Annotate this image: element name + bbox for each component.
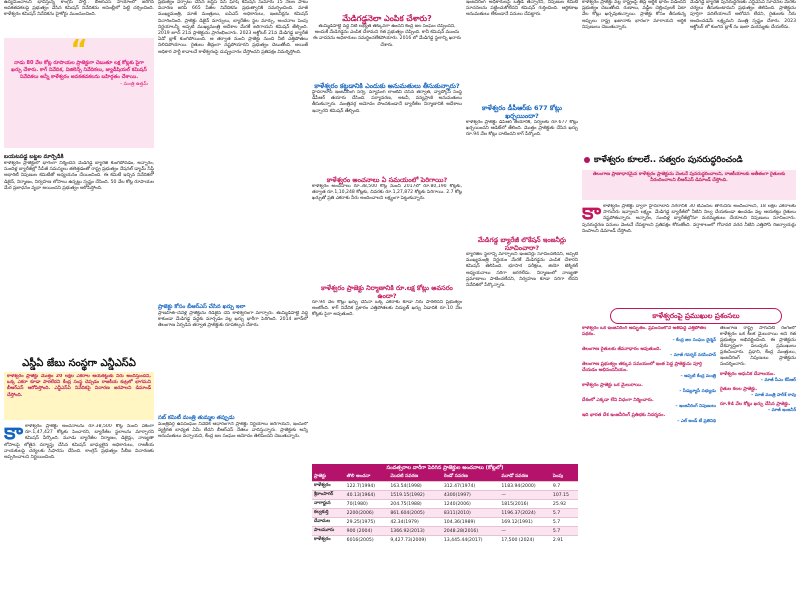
table-cell: 17,500 (2024): [499, 536, 551, 545]
quote-box: [4, 38, 154, 148]
box4-body: రూ.94 వేల కోట్లు ఖర్చు చేసినా ఒక్క ఎకరాకు కూడా నీరు పారలేదని ప్రభుత్వం అంటోంది. కాగ్ నివేదిక ప్రకారం ఎత్తిపోతలకు విద్యుత్ ఖర్చు ఏడాదికి రూ.10 వేల కోట్లకు పైగా అవుతుంది.: [312, 300, 462, 318]
box1-body: తుమ్మిడిహెట్టి వద్ద నీటి లభ్యత తక్కువగా ఉందని కేంద్ర జల సంఘం చెప్పిందని, అందుకే మేడిగడ్డను ఎంపిక చేశామని గత ప్రభుత్వం చెప్పింది. కానీ కమిషన్ ముందు ఈ వాదనను అధికారులు సమర్థించలేకపోయారు. 2016 లో మేడిగడ్డ స్థలాన్ని ఖరారు చేశారు.: [312, 24, 462, 48]
column-2: [158, 0, 308, 604]
banner-body-text: కాళేశ్వరం ప్రాజెక్టు ద్వారా హైదరాబాద్ నగరానికి 30 టీఎంసీల తాగునీరు అందించాలని, 18 లక్షల ఎకరాలకు సాగునీరు ఇవ్వాలని లక్ష్యం. మేడిగడ్డ బ్యారేజీలో నీటిని నిల్వ చేయకుండా ఉంచడం వల్ల ఆయకట్టు రైతులు నష్టపోతున్నారు. అన్నారం, సుందిళ్ల బ్యారేజీల్లోనూ మరమ్మతులు చేయాలని నిపుణులు సూచించారు. పునరుద్ధరణ పనులు వెంటనే చేపట్టాలని ప్రతిపక్షం కోరుతోంది. వర్షాకాలంలో గోదావరి వరద నీటిని ఎత్తిపోసి రిజర్వాయర్లు నింపాలని డిమాండ్ చేస్తోంది.: [582, 204, 796, 234]
table-cell: 169.12(1991): [499, 518, 551, 527]
col1-headline-box-text: కాళేశ్వరం ప్రాజెక్టు మొత్తం 20 లక్షల ఎకరాల ఆయకట్టుకు నీరు అందిస్తుందని, ఒక్క ఎకరా కూడా పారలేదని కేంద్ర సంస్థ చెప్పడం రాజకీయ కుట్రలో భాగమని బీఆర్ఎస్ ఆరోపిస్తోంది. ఎన్డీఎస్ఏ నివేదికపై విచారణ జరపాలని డిమాండ్ చేస్తోంది.: [7, 374, 151, 398]
bullet-icon: [584, 157, 590, 163]
table-cell: 6016(2005): [345, 536, 389, 545]
th-rev3: మూడో సవరణ: [499, 473, 551, 482]
quote-text: నాడు 80 వేల కోట్ల రూపాయల ప్రాజెక్టుగా చెబుతూ లక్ష కోట్లకు పైగా ఖర్చు చేశారు. కాగ్ నివేదిక, విజిలెన్స్ నివేదికలు, జ్యుడీషియల్ కమిషన్ నివేదికలు అన్నీ కాళేశ్వరం అవకతవకలను బహిర్గతం చేశాయి.: [11, 60, 147, 80]
praise-quote: కాళేశ్వరం ప్రాజెక్టు ఒక మైలురాయి.: [582, 383, 643, 388]
column-5-right: [690, 0, 796, 150]
table-cell: 13,445.44(2017): [442, 536, 499, 545]
praise-quote: దేశంలో ఎక్కడా లేని విధంగా నిర్మించారు.: [582, 398, 654, 403]
th-rev2: రెండో సవరణ: [442, 473, 499, 482]
table-cell: 25.92: [551, 500, 578, 509]
praise-quote: ఇది భారత దేశ ఇంజనీరింగ్ ప్రతిభకు నిదర్శనం.: [582, 413, 666, 418]
praise-author: – మాజీ మంత్రి హరీశ్ రావు: [751, 393, 796, 398]
table-cell: 40.13(1964): [345, 491, 389, 500]
quote-mark-icon: “: [70, 38, 88, 65]
list-item: [582, 347, 716, 359]
praise-author: – మాజీ ఇంజనీర్: [767, 408, 796, 413]
banner-pink-box: [582, 170, 796, 200]
praise-author: – మాజీ సీఎం కేసీఆర్: [760, 378, 796, 383]
list-item: [582, 398, 716, 410]
table-cell: 4300(1997): [442, 491, 499, 500]
table-cell: 2048.28(2016): [442, 527, 499, 536]
table-cell: శ్రీరాంసాగర్: [312, 491, 345, 500]
table-cell: 9.7: [551, 482, 578, 491]
praise-title: కాళేశ్వరంపై ప్రముఖుల ప్రశంసలు: [652, 312, 740, 320]
banner-title: కాళేశ్వరం కూలలే.. సత్వరం పునరుద్ధరించండి: [594, 155, 743, 165]
col1-body3-text: కాళేశ్వరం ప్రాజెక్టు అంచనాలను రూ.38,500 కోట్ల నుంచి ఏకంగా రూ.1,47,427 కోట్లకు పెంచారని, బ్యారేజీల స్థలాలను మార్చారని కమిషన్ పేర్కొంది. మూడు బ్యారేజీల నిర్మాణం, డిజైన్లు, నాణ్యతా లోపాలపై లోతైన దర్యాప్తు చేసిన కమిషన్ బాధ్యులైన అధికారులు, రాజకీయ నాయకులపై చర్యలకు సిఫారసు చేసింది. కాంగ్రెస్ ప్రభుత్వం సీబీఐ విచారణకు అప్పగించాలని నిర్ణయించింది.: [4, 424, 154, 461]
th-rev1: మొదటి సవరణ: [388, 473, 442, 482]
table-cell: 204.75(1988): [388, 500, 442, 509]
list-item: [582, 413, 716, 425]
table-cell: 42.34(1979): [388, 518, 442, 527]
table-row: [312, 527, 578, 536]
table-cell: 104.36(1989): [442, 518, 499, 527]
list-item: [582, 326, 716, 344]
box2-body: హైదరాబాద్ ఇంజనీరింగ్ సర్వే, మ్యాపింగ్ లాంటివి చేసిన తర్వాత, వ్యాప్కోస్ సంస్థ డీపీఆర్ తయారు చేసింది. పర్యావరణ, అటవీ, వన్యప్రాణి అనుమతులు తీసుకున్నారు. మంత్రివర్గ ఆమోదం పొందకుండానే బ్యారేజీల నిర్మాణానికి ఆదేశాలు ఇచ్చారని కమిషన్ తేల్చింది.: [312, 90, 462, 114]
col2-body3: మంత్రివర్గ ఉపసంఘం నివేదిక ఆధారంగానే ప్రాజెక్టు నిర్ణయాలు జరిగాయని, ఇందులో వ్యక్తిగత బాధ్యత ఏమీ లేదని బీఆర్ఎస్ నేతలు వాదిస్తున్నారు. ప్రాజెక్టుకు అన్ని అనుమతులు వచ్చాయని, కేంద్ర జల సంఘం ఆమోదం తెలిపిందని చెబుతున్నారు.: [158, 422, 308, 440]
column-1: [4, 0, 154, 604]
box3-title: కాళేశ్వరం అంచనాలు ఏ సమయంలో పెరిగాయి?: [326, 176, 448, 184]
col4-body1: ఇంజనీరింగ్ అధికారులపై ఒత్తిడి తెచ్చారని, నిపుణుల కమిటీ సూచనలను పట్టించుకోలేదని కమిషన్ గుర్తించింది. ఆర్థికశాఖ అనుమతులు లేకుండానే పనులు చేపట్టారు.: [466, 0, 578, 18]
banner-body-block: [582, 204, 796, 304]
col2-body2: ప్రాణహిత–చేవెళ్ల ప్రాజెక్టును రీడిజైన్ చేసి కాళేశ్వరంగా మార్చారు. తుమ్మిడిహెట్టి వద్ద కాకుండా మేడిగడ్డ వద్దకు మార్చడం వల్ల ఖర్చు భారీగా పెరిగింది. 2014 జూన్‌లో తెలంగాణ ఏర్పడిన తర్వాత ప్రాజెక్టుకు రూపకల్పన చేశారు.: [158, 311, 308, 329]
column-4: [466, 0, 578, 460]
col1-intro: ఉద్యమించాలని భావిస్తున్న కాంగ్రెస్ పార్టీ.. బీఆర్ఎస్ హయాంలో జరిగిన అవకతవకలపై ప్రభుత్వం వేసిన కమిషన్ నివేదికను అసెంబ్లీలో పెట్టి చర్చించింది. కాళేశ్వరం కమిషన్ నివేదికను హైకోర్టు ముందుంచింది.: [4, 0, 154, 18]
praise-author: – ఎల్ అండ్ టీ ప్రతినిధి: [677, 419, 716, 424]
th-increase: పెంపు: [551, 473, 578, 482]
table-cell: 900 (2004): [345, 527, 389, 536]
praise-quote: తెలంగాణ రైతులకు జీవనాధారం అవుతుంది.: [582, 347, 662, 352]
table-cell: కాళేశ్వరం: [312, 482, 345, 491]
praise-side-text: తెలంగాణ రాష్ట్ర సాగునీటి రంగంలో కాళేశ్వరం ఒక కీలక మైలురాయి అని గత ప్రభుత్వం అభివర్ణించింది. ఈ ప్రాజెక్టును దేశవ్యాప్తంగా పలువురు ప్రముఖులు ప్రశంసించారు. ప్రధాని, కేంద్ర మంత్రులు, ఇంజనీరింగ్ నిపుణులు ప్రాజెక్టును సందర్శించారు.: [720, 326, 796, 367]
th-project: ప్రాజెక్టు: [312, 473, 345, 482]
table-cell: కల్వకుర్తి: [312, 509, 345, 518]
list-item: [720, 372, 796, 384]
box1-title: మేడిగడ్డనెలా ఎంపిక చేశారు?: [342, 14, 432, 23]
col2-body: ప్రభుత్వం ఏర్పాటు చేసిన జస్టిస్ పీసీ ఘోష్ కమిషన్ సుమారు 15 నెలల పాటు విచారణ జరిపి 665 పేజీల నివేదికను ప్రభుత్వానికి సమర్పించింది. మాజీ ముఖ్యమంత్రి, మాజీ మంత్రులు, ఐఏఎస్ అధికారులు, ఇంజనీర్లను కమిషన్ విచారించింది. ప్రాజెక్టు డిజైన్ మార్పులు, బ్యారేజీల స్థల మార్పు, అంచనాల పెంపు నిర్ణయాలన్నీ అప్పటి ముఖ్యమంత్రి ఆదేశాల మేరకే జరిగాయని కమిషన్ తేల్చింది. 2019 జూన్ 21న ప్రాజెక్టును ప్రారంభించారు. 2023 అక్టోబర్ 21న మేడిగడ్డ బ్యారేజీ ఏడో బ్లాక్ కుంగిపోయింది. ఆ తర్వాత నుంచి ప్రాజెక్టు నుంచి నీటి ఎత్తిపోతలు నిలిచిపోయాయి. రైతులు తీవ్రంగా నష్టపోయారని ప్రభుత్వం చెబుతోంది. అయితే అధికార పార్టీ కావాలనే కాళేశ్వరంపై దుష్ప్రచారం చేస్తోందని ప్రతిపక్షం విమర్శిస్తోంది.: [158, 0, 308, 55]
cost-table-panel: [312, 464, 578, 602]
col4-box1-title: కాళేశ్వరం డీపీఆర్‌కు 677 కోట్లు ఖర్చయిందా?: [482, 104, 562, 120]
col4-box2-body: బ్యారేజీల స్థలాన్ని మార్చాలని ఇంజనీర్లు సూచించలేదని, అప్పటి ముఖ్యమంత్రి నిర్ణయం మేరకే మేడిగడ్డను ఎంపిక చేశారని కమిషన్ తెలిపింది. భూసార పరీక్షలు, జియో టెక్నికల్ అధ్యయనాలు సరిగా జరగలేదు. నిర్మాణంలో నాణ్యతా ప్రమాణాలు పాటించలేదని, నిర్వహణ కూడా సరిగా లేదని నివేదికలో పేర్కొన్నారు.: [466, 252, 578, 289]
table-cell: 5.7: [551, 518, 578, 527]
table-cell: 1815(2016): [499, 500, 551, 509]
praise-author: – సీడబ్ల్యూసీ సభ్యుడు: [679, 389, 716, 394]
drop-cap-2: కా: [582, 204, 602, 225]
banner-pink-text: తెలంగాణ ప్రాణాధారమైన కాళేశ్వరం ప్రాజెక్టును వెంటనే పునరుద్ధరించాలని, రాజకీయాలకు అతీతంగా రైతులకు నీరందించాలని బీఆర్ఎస్ డిమాండ్ చేస్తోంది.: [592, 172, 786, 184]
list-item: [582, 362, 716, 380]
table-cell: —: [499, 527, 551, 536]
praise-author: – మాజీ గవర్నర్ నరసింహన్: [670, 353, 716, 358]
col1-subhead: బయటపడ్డ బట్టల మార్పిడికి: [4, 154, 64, 160]
col4-box2-title: మేడిగడ్డ బ్యారేజీ లొకేషన్ ఇంజనీర్లు సూచించారా?: [477, 236, 567, 252]
table-cell: 5.7: [551, 509, 578, 518]
praise-title-pill: [610, 308, 782, 324]
table-cell: 70(1980): [345, 500, 389, 509]
table-row: [312, 518, 578, 527]
praise-list-right: [720, 326, 796, 602]
table-cell: పాలమూరు: [312, 527, 345, 536]
col2-subhead2: సబ్ కమిటీ మంత్రి తుమ్మల తప్పుడు: [158, 415, 235, 421]
col5-body2: మేడిగడ్డ బ్యారేజీ పునరుద్ధరణకు ఎన్డీఎస్ఏ సూచనల మేరకు చర్యలు తీసుకుంటామని ప్రభుత్వం తెలిపింది. ప్రాజెక్టును పూర్తిగా వదిలేయాలనే ఆలోచన లేదని, రైతులకు నీరు అందించడమే లక్ష్యమని మంత్రి స్పష్టం చేశారు. 2023 అక్టోబర్ లో కుంగిన బ్లాక్ ను ఇంకా మరమ్మతు చేయలేదు.: [690, 0, 796, 30]
praise-quote: తెలంగాణ ప్రభుత్వం తక్కువ సమయంలో ఇంత పెద్ద ప్రాజెక్టును పూర్తి చేయడం అభినందనీయం.: [582, 362, 702, 373]
table-row: [312, 536, 578, 545]
table-cell: 1519.15(1992): [388, 491, 442, 500]
table-row: [312, 491, 578, 500]
list-item: [582, 383, 716, 395]
col1-body2: కాళేశ్వరం ప్రాజెక్టులో భాగంగా నిర్మించిన మేడిగడ్డ బ్యారేజీ కుంగిపోవడం, అన్నారం, సుందిళ్ల బ్యారేజీల్లో సీపేజీ సమస్యలు తలెత్తడంతో రాష్ట్ర ప్రభుత్వం నేషనల్ డ్యామ్ సేఫ్టీ అథారిటీ నిపుణుల కమిటీతో అధ్యయనం చేయించింది. ఈ కమిటీ ఇచ్చిన నివేదికలో డిజైన్, నిర్మాణం, నిర్వహణ లోపాలు ఉన్నట్టు స్పష్టం చేసింది. 50 వేల కోట్ల రూపాయల మేర ప్రజాధనం వృథా అయిందని ప్రభుత్వం ఆరోపిస్తోంది.: [4, 161, 154, 191]
table-cell: 8311(2010): [442, 509, 499, 518]
box2-title: కాళేశ్వరం కట్టడానికి ఎందుకు అనుమతులు తీసుకున్నారు?: [314, 82, 460, 90]
table-row: [312, 500, 578, 509]
table-cell: 5.7: [551, 527, 578, 536]
table-cell: దేవాదుల: [312, 518, 345, 527]
box4-title: కాళేశ్వరం ప్రాజెక్టు నిర్మాణానికి రూ.లక్ష కోట్లు అవసరం ఉందా?: [321, 284, 453, 300]
col4-box1-body: కాళేశ్వరం ప్రాజెక్టు డీపీఆర్ తయారీకి, సర్వేలకు రూ.677 కోట్లు ఖర్చయిందని ఆడిట్‌లో తేలింది. మొత్తం ప్రాజెక్టుకు చేసిన ఖర్చు రూ.94 వేల కోట్లు దాటిందని కాగ్ పేర్కొంది.: [466, 120, 578, 138]
table-cell: —: [499, 491, 551, 500]
table-cell: కాళేశ్వరం: [312, 536, 345, 545]
table-cell: 163.54(1998): [388, 482, 442, 491]
table-cell: 2.91: [551, 536, 578, 545]
praise-list: [582, 326, 716, 602]
praise-quote: రూ.94 వేల కోట్లు ఖర్చు చేసిన ప్రాజెక్టు.: [720, 402, 791, 407]
praise-author: – కేంద్ర జల సంఘం ఛైర్మన్: [672, 338, 716, 343]
table-cell: 312.47(1974): [442, 482, 499, 491]
col1-headline-box: [4, 372, 154, 420]
praise-author: – ఇంజనీరింగ్ నిపుణులు: [675, 404, 716, 409]
praise-quote: కాళేశ్వరం ఆధునిక దేవాలయం.: [720, 372, 776, 377]
drop-cap: కా: [4, 424, 24, 445]
table-cell: 1183.94(2000): [499, 482, 551, 491]
praise-quote: కాళేశ్వరం ఒక ఇంజనీరింగ్ అద్భుతం. ప్రపంచంలోనే అతిపెద్ద ఎత్తిపోతల పథకం.: [582, 326, 707, 337]
table-cell: నాగార్జున: [312, 500, 345, 509]
table-row: [312, 509, 578, 518]
col1-headline: ఎస్డీఏ జేబు సంస్థగా ఎన్డీఎస్ఏ: [22, 358, 136, 369]
quote-attribution: – మంత్రి ఉత్తమ్: [119, 82, 148, 88]
banner-body: [582, 204, 796, 235]
table-cell: 29.25(1975): [345, 518, 389, 527]
table-cell: 1366.92(2013): [388, 527, 442, 536]
column-3: [312, 0, 462, 460]
table-cell: 2200(2006): [345, 509, 389, 518]
table-cell: 9,427.73(2009): [388, 536, 442, 545]
col2-subhead: ప్రాజెక్టు కోసం బీఆర్ఎస్ చేసిన ఖర్చు ఇలా: [158, 304, 246, 310]
list-item: [720, 387, 796, 399]
table-title: సంవత్సరాల వారీగా పెరిగిన ప్రాజెక్టుల అంచనాలు (కోట్లలో): [312, 464, 578, 473]
table-cell: 107.15: [551, 491, 578, 500]
table-cell: 1240(2006): [442, 500, 499, 509]
table-cell: 1196.37(2024): [499, 509, 551, 518]
box3-body: కాళేశ్వరం అంచనాలు రూ.38,500 కోట్ల నుంచి 2017లో రూ.80,190 కోట్లకు, తర్వాత రూ.1,10,248 కోట్లకు, చివరకు రూ.1,27,872 కోట్లకు పెరిగాయి. 2.7 కోట్ల ఖర్చుతో ప్రతి ఎకరాకు నీరు అందించాలని లక్ష్యంగా పెట్టుకున్నారు.: [312, 184, 462, 202]
col5-body1: కాళేశ్వరం ప్రాజెక్టు వల్ల రాష్ట్రంపై తీవ్ర ఆర్థిక భారం పడిందని ప్రభుత్వం చెబుతోంది. రుణాలు, వడ్డీల చెల్లింపులకే ఏటా వేల కోట్లు ఖర్చవుతున్నాయి. ప్రాజెక్టు కోసం తీసుకున్న అప్పులు రాష్ట్ర ఖజానాకు భారంగా మారాయని ఆర్థిక నిపుణులు చెబుతున్నారు.: [582, 0, 686, 30]
th-initial: తొలి అంచనా: [345, 473, 389, 482]
table-cell: 861.604(2005): [388, 509, 442, 518]
cost-table: [312, 473, 578, 544]
column-5-left: [582, 0, 686, 150]
table-cell: 122.7(1994): [345, 482, 389, 491]
table-row: [312, 482, 578, 491]
praise-quote: రైతుల కలల ప్రాజెక్టు.: [720, 387, 758, 392]
praise-author: – అప్పటి కేంద్ర మంత్రి: [680, 374, 716, 379]
kaleshwaram-banner: [582, 152, 796, 168]
list-item: [720, 402, 796, 414]
col1-body3: [4, 424, 154, 554]
